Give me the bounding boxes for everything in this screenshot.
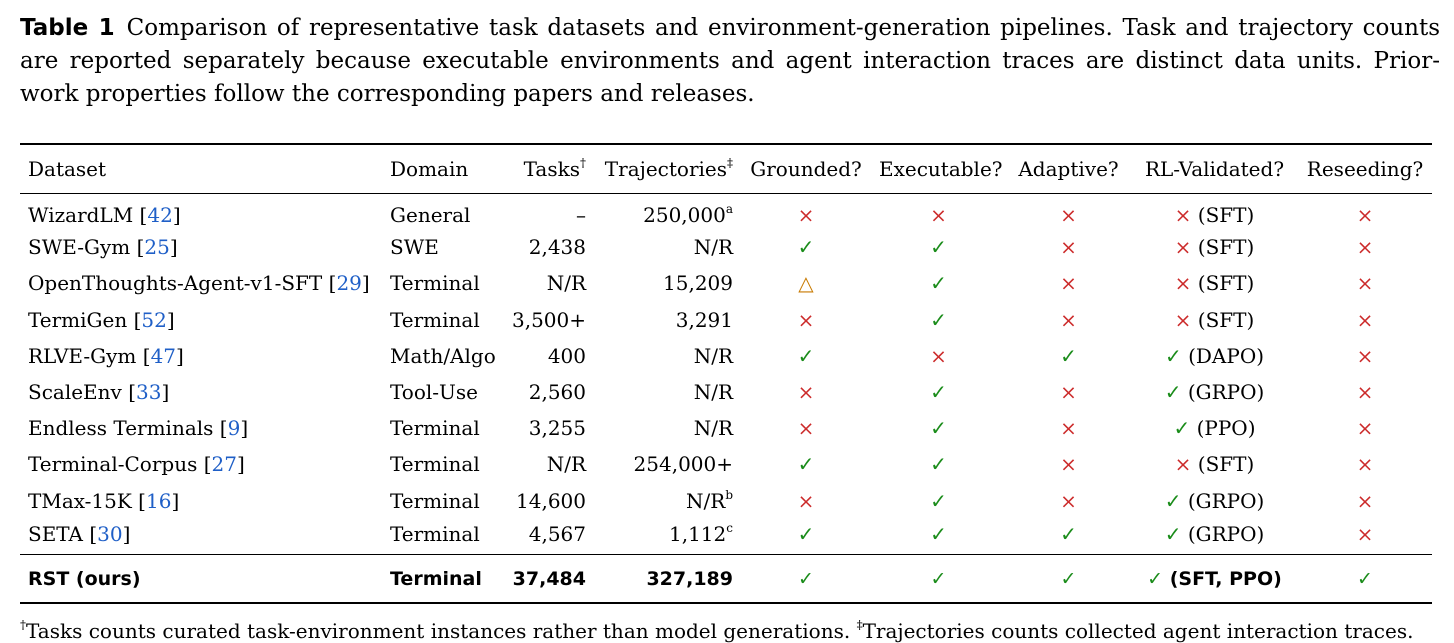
reseeding-mark: × — [1356, 203, 1374, 228]
citation-link: 30 — [97, 521, 123, 546]
grounded-cell — [741, 229, 871, 265]
grounded-mark: × — [797, 203, 815, 228]
rl-mark: ✓ — [1164, 488, 1182, 513]
executable-cell — [871, 302, 1006, 338]
rl-mark: × — [1174, 307, 1192, 332]
table-body — [20, 193, 1432, 555]
executable-cell — [871, 446, 1006, 482]
comparison-table — [20, 143, 1432, 604]
executable-cell — [871, 374, 1006, 410]
adaptive-cell — [1006, 410, 1131, 446]
citation-link: 42 — [147, 203, 173, 228]
dataset-cell: TermiGen [52] — [28, 307, 175, 332]
grounded-mark: × — [797, 416, 815, 441]
table-caption — [20, 12, 1440, 111]
trajectories-value: N/R — [693, 235, 733, 260]
ours-executable: ✓ — [930, 567, 947, 590]
executable-mark: × — [930, 343, 947, 368]
domain-cell: Terminal — [390, 271, 480, 296]
trajectories-cell — [594, 229, 741, 265]
domain-cell: Terminal — [390, 521, 480, 546]
tasks-cell: 4,567 — [528, 521, 586, 546]
adaptive-mark: ✓ — [1060, 343, 1077, 368]
reseeding-mark: × — [1356, 235, 1374, 260]
trajectories-value: 250,000 — [643, 203, 726, 228]
trajectories-value: N/R — [693, 343, 733, 368]
table-row — [20, 446, 1432, 482]
domain-cell: Terminal — [390, 416, 480, 441]
citation-link: 29 — [336, 271, 362, 296]
table-label: Table 1 — [20, 15, 115, 41]
dataset-name: OpenThoughts-Agent-v1-SFT — [28, 271, 323, 296]
trajectories-cell — [594, 519, 741, 555]
citation-link: 16 — [146, 488, 172, 513]
adaptive-cell — [1006, 519, 1131, 555]
rl-method: (GRPO) — [1187, 380, 1265, 405]
trajectories-cell — [594, 193, 741, 229]
executable-cell — [871, 338, 1006, 374]
trajectories-cell — [594, 302, 741, 338]
ours-row — [20, 555, 1432, 603]
adaptive-mark: × — [1060, 416, 1077, 441]
grounded-cell — [741, 338, 871, 374]
ours-rl-method: (SFT, PPO) — [1169, 567, 1282, 590]
rl-method: (SFT) — [1197, 235, 1255, 260]
header-trajectories-label: Trajectories — [604, 156, 727, 181]
ours-tasks: 37,484 — [512, 567, 586, 590]
dataset-name: WizardLM — [28, 203, 134, 228]
dataset-name: SWE-Gym — [28, 235, 131, 260]
reseeding-mark: × — [1356, 307, 1374, 332]
rl-method: (DAPO) — [1188, 343, 1265, 368]
tasks-cell: 3,255 — [528, 416, 586, 441]
header-rl-validated: RL-Validated? — [1144, 156, 1285, 181]
rl-mark: ✓ — [1164, 521, 1182, 546]
tasks-cell: 3,500+ — [511, 307, 586, 332]
dataset-cell: Terminal-Corpus [27] — [28, 452, 245, 477]
table-footnote — [20, 619, 1450, 643]
ours-rl-validated — [1131, 555, 1298, 603]
domain-cell: Math/Algo — [390, 343, 496, 368]
ours-adaptive: ✓ — [1060, 567, 1077, 590]
table-row — [20, 265, 1432, 301]
header-tasks — [498, 144, 594, 193]
executable-mark: ✓ — [930, 307, 947, 332]
ours-grounded: ✓ — [798, 567, 814, 590]
dataset-cell: Endless Terminals [9] — [28, 416, 249, 441]
adaptive-cell — [1006, 374, 1131, 410]
rl-method: (SFT) — [1197, 452, 1255, 477]
dataset-name: TMax-15K — [28, 488, 132, 513]
grounded-cell — [741, 446, 871, 482]
rl-validated-cell — [1131, 374, 1298, 410]
trajectories-cell — [594, 374, 741, 410]
grounded-cell — [741, 302, 871, 338]
dataset-name: Terminal-Corpus — [28, 452, 198, 477]
grounded-mark: × — [797, 488, 815, 513]
executable-mark: ✓ — [930, 235, 947, 260]
trajectories-value: N/R — [693, 416, 733, 441]
header-tasks-label: Tasks — [523, 156, 580, 181]
adaptive-cell — [1006, 265, 1131, 301]
reseeding-cell — [1298, 519, 1432, 555]
reseeding-cell — [1298, 193, 1432, 229]
citation-link: 33 — [136, 380, 162, 405]
rl-method: (GRPO) — [1187, 521, 1265, 546]
domain-cell: Terminal — [390, 452, 480, 477]
dataset-cell: RLVE-Gym [47] — [28, 343, 184, 368]
trajectories-note: a — [725, 202, 733, 217]
adaptive-cell — [1006, 483, 1131, 519]
ours-domain: Terminal — [390, 567, 482, 590]
grounded-mark: ✓ — [797, 343, 815, 368]
grounded-cell — [741, 374, 871, 410]
adaptive-cell — [1006, 193, 1131, 229]
adaptive-cell — [1006, 229, 1131, 265]
trajectories-note: b — [725, 487, 733, 502]
rl-method: (SFT) — [1197, 271, 1255, 296]
trajectories-value: 1,112 — [669, 521, 727, 546]
executable-cell — [871, 483, 1006, 519]
domain-cell: SWE — [390, 235, 439, 260]
rl-mark: ✓ — [1164, 343, 1182, 368]
header-executable: Executable? — [879, 156, 1003, 181]
adaptive-mark: × — [1060, 452, 1077, 477]
tasks-cell: N/R — [546, 271, 586, 296]
dataset-name: RLVE-Gym — [28, 343, 137, 368]
footnote-trajectories-text: Trajectories counts collected agent interaction traces. — [862, 619, 1414, 643]
tasks-cell: 400 — [547, 343, 586, 368]
header-grounded: Grounded? — [750, 156, 862, 181]
rl-mark: × — [1174, 271, 1192, 296]
tasks-cell: – — [576, 203, 586, 228]
dataset-cell: SETA [30] — [28, 521, 131, 546]
domain-cell: Terminal — [390, 307, 480, 332]
ours-trajectories: 327,189 — [646, 567, 733, 590]
adaptive-cell — [1006, 338, 1131, 374]
header-dataset: Dataset — [28, 156, 107, 181]
executable-mark: ✓ — [930, 380, 947, 405]
reseeding-cell — [1298, 446, 1432, 482]
rl-method: (SFT) — [1197, 203, 1255, 228]
reseeding-cell — [1298, 265, 1432, 301]
adaptive-mark: ✓ — [1060, 521, 1077, 546]
reseeding-cell — [1298, 410, 1432, 446]
adaptive-mark: × — [1060, 380, 1077, 405]
executable-cell — [871, 519, 1006, 555]
citation-link: 25 — [144, 235, 170, 260]
header-adaptive: Adaptive? — [1018, 156, 1119, 181]
citation-link: 27 — [211, 452, 237, 477]
trajectories-value: 3,291 — [675, 307, 733, 332]
adaptive-mark: × — [1060, 235, 1077, 260]
grounded-cell — [741, 519, 871, 555]
grounded-cell — [741, 410, 871, 446]
rl-validated-cell — [1131, 483, 1298, 519]
dagger-mark: † — [580, 155, 586, 170]
dataset-name: TermiGen — [28, 307, 128, 332]
dataset-name: SETA — [28, 521, 83, 546]
rl-mark: × — [1174, 235, 1192, 260]
rl-validated-cell — [1131, 302, 1298, 338]
tasks-cell: N/R — [546, 452, 586, 477]
executable-mark: ✓ — [930, 452, 947, 477]
double-dagger-mark: ‡ — [727, 155, 733, 170]
footnote-dagger: † — [20, 618, 26, 632]
dataset-cell: ScaleEnv [33] — [28, 380, 170, 405]
executable-mark: ✓ — [930, 521, 947, 546]
trajectories-cell — [594, 338, 741, 374]
grounded-mark: ✓ — [797, 521, 815, 546]
reseeding-cell — [1298, 374, 1432, 410]
table-row — [20, 229, 1432, 265]
trajectories-cell — [594, 446, 741, 482]
trajectories-note: c — [726, 520, 733, 535]
header-trajectories — [594, 144, 741, 193]
reseeding-cell — [1298, 483, 1432, 519]
rl-method: (PPO) — [1196, 416, 1256, 441]
grounded-mark: × — [797, 380, 815, 405]
dataset-cell: TMax-15K [16] — [28, 488, 180, 513]
ours-section — [20, 555, 1432, 603]
table-row — [20, 410, 1432, 446]
tasks-cell: 2,438 — [528, 235, 586, 260]
citation-link: 52 — [141, 307, 167, 332]
table-row — [20, 519, 1432, 555]
executable-mark: × — [930, 203, 947, 228]
dataset-name: Endless Terminals — [28, 416, 214, 441]
rl-mark: × — [1174, 203, 1192, 228]
reseeding-cell — [1298, 229, 1432, 265]
rl-validated-cell — [1131, 229, 1298, 265]
grounded-cell — [741, 265, 871, 301]
table-row — [20, 374, 1432, 410]
adaptive-cell — [1006, 302, 1131, 338]
rl-mark: × — [1174, 452, 1192, 477]
rl-validated-cell — [1131, 446, 1298, 482]
rl-method: (SFT) — [1197, 307, 1255, 332]
ours-name: RST (ours) — [28, 567, 141, 590]
grounded-mark: ✓ — [797, 452, 815, 477]
executable-mark: ✓ — [930, 416, 947, 441]
executable-cell — [871, 265, 1006, 301]
executable-cell — [871, 410, 1006, 446]
header-reseeding: Reseeding? — [1306, 156, 1424, 181]
trajectories-cell — [594, 265, 741, 301]
trajectories-cell — [594, 483, 741, 519]
dataset-name: ScaleEnv — [28, 380, 122, 405]
grounded-mark: ✓ — [797, 235, 815, 260]
adaptive-mark: × — [1060, 203, 1077, 228]
reseeding-cell — [1298, 302, 1432, 338]
grounded-cell — [741, 193, 871, 229]
dataset-cell: SWE-Gym [25] — [28, 235, 178, 260]
caption-text: Comparison of representative task datasets and environment-generation pipelines. Task and trajectory counts are reported separately because executable environments and agent interaction traces are distinct data units. Prior-work properties follow the corresponding papers and releases. — [20, 15, 1440, 107]
executable-mark: ✓ — [930, 271, 947, 296]
reseeding-mark: × — [1356, 380, 1374, 405]
reseeding-mark: × — [1356, 521, 1374, 546]
rl-validated-cell — [1131, 410, 1298, 446]
grounded-mark: × — [797, 307, 815, 332]
reseeding-mark: × — [1356, 271, 1374, 296]
adaptive-mark: × — [1060, 307, 1077, 332]
domain-cell: General — [390, 203, 471, 228]
rl-mark: ✓ — [1173, 416, 1191, 441]
rl-mark: ✓ — [1164, 380, 1182, 405]
domain-cell: Terminal — [390, 488, 480, 513]
table-row — [20, 193, 1432, 229]
table-row — [20, 302, 1432, 338]
table-row — [20, 338, 1432, 374]
grounded-mark: △ — [798, 271, 814, 296]
executable-mark: ✓ — [930, 488, 947, 513]
reseeding-cell — [1298, 338, 1432, 374]
rl-validated-cell — [1131, 193, 1298, 229]
trajectories-cell — [594, 410, 741, 446]
ours-reseeding: ✓ — [1357, 567, 1373, 590]
rl-validated-cell — [1131, 519, 1298, 555]
header-domain: Domain — [390, 156, 469, 181]
citation-link: 9 — [227, 416, 241, 441]
reseeding-mark: × — [1356, 488, 1374, 513]
tasks-cell: 2,560 — [528, 380, 586, 405]
adaptive-mark: × — [1060, 271, 1077, 296]
footnote-tasks-text: Tasks counts curated task-environment instances rather than model generations. — [26, 619, 851, 643]
adaptive-cell — [1006, 446, 1131, 482]
header-row — [20, 144, 1432, 193]
reseeding-mark: × — [1356, 452, 1374, 477]
rl-method: (GRPO) — [1187, 488, 1265, 513]
domain-cell: Tool-Use — [390, 380, 478, 405]
grounded-cell — [741, 483, 871, 519]
reseeding-mark: × — [1356, 416, 1374, 441]
trajectories-value: 15,209 — [663, 271, 733, 296]
trajectories-value: 254,000+ — [633, 452, 733, 477]
citation-link: 47 — [150, 343, 177, 368]
reseeding-mark: × — [1356, 343, 1374, 368]
dataset-cell: WizardLM [42] — [28, 203, 181, 228]
footnote-double-dagger: ‡ — [856, 618, 863, 632]
trajectories-value: N/R — [686, 488, 726, 513]
rl-validated-cell — [1131, 265, 1298, 301]
rl-validated-cell — [1131, 338, 1298, 374]
tasks-cell: 14,600 — [516, 488, 586, 513]
trajectories-value: N/R — [693, 380, 733, 405]
adaptive-mark: × — [1060, 488, 1077, 513]
dataset-cell: OpenThoughts-Agent-v1-SFT [29] — [28, 271, 370, 296]
ours-rl-mark: ✓ — [1147, 567, 1164, 590]
executable-cell — [871, 193, 1006, 229]
table-row — [20, 483, 1432, 519]
executable-cell — [871, 229, 1006, 265]
